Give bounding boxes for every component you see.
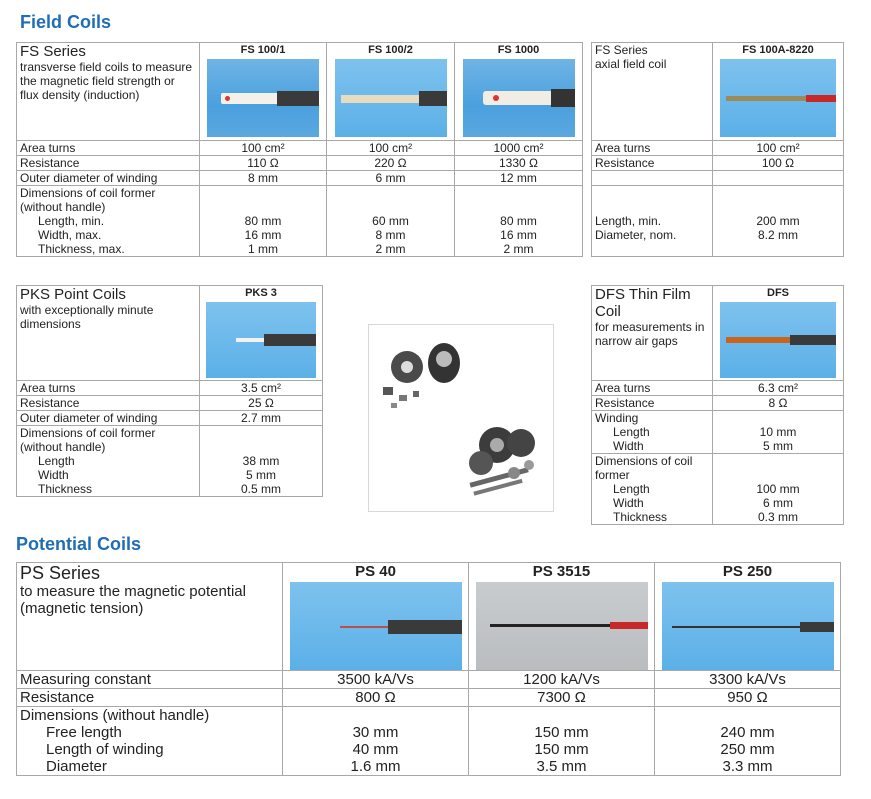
dims-sub-label: (without handle) [20, 200, 106, 214]
value-thickness: 0.5 mm [240, 482, 281, 496]
value-thickness: 2 mm [375, 242, 406, 256]
model-name: FS 100A-8220 [742, 44, 814, 56]
value-width: 5 mm [763, 439, 793, 453]
value-winding-length: 250 mm [720, 741, 775, 758]
label-length: Length [613, 425, 650, 439]
model-name: PKS 3 [245, 287, 277, 299]
dims-values [713, 454, 844, 525]
label-thickness: Thickness, max. [38, 242, 125, 256]
value-width: 16 mm [244, 228, 282, 242]
value-cell: 100 cm² [200, 141, 327, 156]
value-free-length: 240 mm [720, 724, 775, 741]
label-resistance: Resistance [17, 396, 200, 411]
dims-values [713, 186, 844, 257]
label-dimensions [17, 186, 200, 257]
fs-series-table [16, 42, 583, 257]
fs-100-1-photo [207, 59, 319, 137]
dims-values [455, 186, 583, 257]
label-area-turns: Area turns [17, 141, 200, 156]
dfs-table [591, 285, 844, 525]
model-fs-100-1 [200, 43, 327, 141]
label-width: Width [613, 496, 644, 510]
pks-desc: with exceptionally minute dimensions [20, 303, 154, 331]
label-width: Width [613, 439, 644, 453]
value-cell: 100 cm² [327, 141, 455, 156]
value-cell: 3500 kA/Vs [283, 671, 469, 689]
label-length: Length [38, 454, 75, 468]
accessories-illustration [369, 325, 553, 511]
dfs-title: DFS Thin Film Coil [595, 286, 691, 320]
label-length: Length, min. [38, 214, 105, 228]
label-resistance: Resistance [592, 156, 713, 171]
value-cell: 110 Ω [200, 156, 327, 171]
value-free-length: 150 mm [534, 724, 589, 741]
value-length: 80 mm [500, 214, 537, 228]
label-dimensions [592, 186, 713, 257]
empty-cell [713, 171, 844, 186]
value-winding-length: 150 mm [534, 741, 589, 758]
label-measuring-constant: Measuring constant [17, 671, 283, 689]
label-resistance: Resistance [17, 156, 200, 171]
label-resistance: Resistance [17, 689, 283, 707]
dfs-desc: for measurements in narrow air gaps [595, 320, 705, 348]
label-thickness: Thickness [613, 510, 668, 524]
dims-values [327, 186, 455, 257]
ps-series-title: PS Series [20, 563, 101, 583]
model-ps-40 [283, 563, 469, 671]
dims-label: Dimensions of coil former [20, 426, 156, 440]
label-width: Width [38, 468, 69, 482]
value-cell: 950 Ω [655, 689, 841, 707]
value-cell: 8 mm [200, 171, 327, 186]
value-width: 5 mm [246, 468, 276, 482]
pks-header [17, 286, 200, 381]
value-length: 60 mm [372, 214, 409, 228]
value-free-length: 30 mm [352, 724, 399, 741]
label-length: Length, min. [595, 214, 662, 228]
value-cell: 6 mm [327, 171, 455, 186]
value-length: 10 mm [759, 425, 797, 439]
label-free-length: Free length [46, 724, 122, 741]
value-diameter: 3.5 mm [536, 758, 587, 775]
value-diameter: 1.6 mm [350, 758, 401, 775]
value-cell: 12 mm [455, 171, 583, 186]
value-width: 16 mm [500, 228, 537, 242]
dims-values [200, 426, 323, 497]
ps-3515-photo [476, 582, 648, 670]
model-name: DFS [767, 287, 789, 299]
pks-title: PKS Point Coils [20, 286, 126, 303]
fs-axial-header [592, 43, 713, 141]
value-length: 200 mm [756, 214, 800, 228]
value-thickness: 0.3 mm [757, 510, 798, 524]
label-dimensions [17, 426, 200, 497]
value-cell: 220 Ω [327, 156, 455, 171]
ps-250-photo [662, 582, 834, 670]
fs-series-header [17, 43, 200, 141]
dims-values [469, 707, 655, 776]
value-cell: 2.7 mm [200, 411, 323, 426]
dfs-header [592, 286, 713, 381]
fs-1000-photo [463, 59, 575, 137]
model-ps-250 [655, 563, 841, 671]
label-length: Length [613, 482, 650, 496]
fs-axial-table [591, 42, 844, 257]
label-outer-diameter: Outer diameter of winding [17, 411, 200, 426]
model-name: PS 250 [722, 563, 773, 580]
value-winding-length: 40 mm [352, 741, 399, 758]
model-fs-1000 [455, 43, 583, 141]
value-diameter: 3.3 mm [722, 758, 773, 775]
label-area-turns: Area turns [17, 381, 200, 396]
fs-series-desc: transverse field coils to measure the magnetic field strength or flux density (induction) [20, 60, 193, 102]
label-area-turns: Area turns [592, 141, 713, 156]
dims-values [283, 707, 469, 776]
ps-40-photo [290, 582, 462, 670]
ps-series-desc: to measure the magnetic potential (magnetic tension) [20, 583, 246, 617]
value-cell: 6.3 cm² [713, 381, 844, 396]
value-cell: 3300 kA/Vs [655, 671, 841, 689]
fs-axial-desc: axial field coil [595, 57, 667, 71]
value-thickness: 1 mm [248, 242, 278, 256]
label-width: Width, max. [38, 228, 102, 242]
heading-field-coils: Field Coils [20, 12, 112, 32]
winding-values [713, 411, 844, 454]
label-winding [592, 411, 713, 454]
fs-series-title: FS Series [20, 43, 86, 60]
pks-table [16, 285, 323, 497]
label-dimensions [17, 707, 283, 776]
value-length: 38 mm [242, 454, 280, 468]
fs-100a-photo [720, 59, 836, 137]
ps-series-table [16, 562, 841, 776]
value-cell: 1000 cm² [455, 141, 583, 156]
label-resistance: Resistance [592, 396, 713, 411]
dims-label: Dimensions (without handle) [20, 707, 210, 724]
winding-label: Winding [595, 411, 639, 425]
coil-accessories-photo [368, 324, 554, 512]
model-name: FS 1000 [497, 44, 540, 56]
model-name: FS 100/2 [368, 44, 413, 56]
heading-potential-coils: Potential Coils [16, 534, 142, 554]
value-cell: 800 Ω [283, 689, 469, 707]
label-winding-length: Length of winding [46, 741, 164, 758]
dfs-photo [720, 302, 836, 378]
dims-label: Dimensions of coil former [20, 186, 156, 200]
value-cell: 100 Ω [713, 156, 844, 171]
empty-cell [592, 171, 713, 186]
model-fs-100a-8220 [713, 43, 844, 141]
model-fs-100-2 [327, 43, 455, 141]
value-width: 8 mm [375, 228, 406, 242]
fs-100-2-photo [335, 59, 447, 137]
value-length: 80 mm [244, 214, 282, 228]
dims-label: Dimensions of coil former [595, 454, 693, 482]
label-diameter: Diameter, nom. [595, 228, 677, 242]
label-thickness: Thickness [38, 482, 93, 496]
value-diameter: 8.2 mm [757, 228, 798, 242]
value-cell: 7300 Ω [469, 689, 655, 707]
dims-sub-label: (without handle) [20, 440, 106, 454]
model-name: PS 3515 [532, 563, 591, 580]
label-dimensions [592, 454, 713, 525]
value-width: 6 mm [763, 496, 793, 510]
model-ps-3515 [469, 563, 655, 671]
value-cell: 25 Ω [200, 396, 323, 411]
value-cell: 100 cm² [713, 141, 844, 156]
value-cell: 3.5 cm² [200, 381, 323, 396]
fs-axial-title: FS Series [595, 43, 648, 57]
dims-values [655, 707, 841, 776]
label-outer-diameter: Outer diameter of winding [17, 171, 200, 186]
model-pks-3 [200, 286, 323, 381]
value-cell: 8 Ω [713, 396, 844, 411]
label-diameter: Diameter [46, 758, 107, 775]
value-cell: 1200 kA/Vs [469, 671, 655, 689]
model-name: PS 40 [355, 563, 396, 580]
ps-series-header [17, 563, 283, 671]
value-length: 100 mm [756, 482, 800, 496]
value-cell: 1330 Ω [455, 156, 583, 171]
model-dfs [713, 286, 844, 381]
value-thickness: 2 mm [503, 242, 534, 256]
label-area-turns: Area turns [592, 381, 713, 396]
pks-3-photo [206, 302, 316, 378]
dims-values [200, 186, 327, 257]
model-name: FS 100/1 [240, 44, 286, 56]
